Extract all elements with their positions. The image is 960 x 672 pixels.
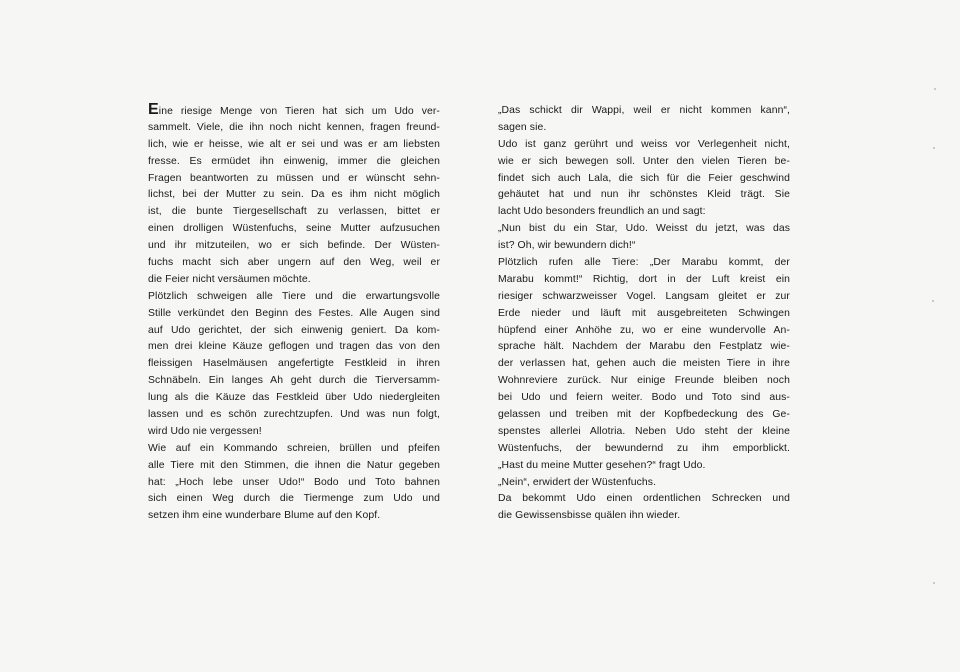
left-text-line: lich, wie er heisse, wie alt er sei und was er am liebsten	[148, 138, 440, 150]
right-text-line: die Gewissensbisse quälen ihn wieder.	[498, 510, 681, 522]
left-text-line: fleissigen Haselmäusen angefertigte Festkleid in ihren	[148, 358, 440, 370]
left-text-line: sich einen Weg durch die Tiermenge zum Udo und	[148, 493, 440, 505]
left-text-line: ist, die bunte Tiergesellschaft zu verlassen, bittet er	[148, 206, 440, 218]
left-text-line: men drei kleine Käuze geflogen und tragen das von den	[148, 341, 440, 353]
right-text-line: lacht Udo besonders freundlich an und sagt:	[498, 206, 706, 218]
left-text-line: lassen und es schön zurechtzupfen. Und was nun folgt,	[148, 409, 440, 421]
right-text-line: riesiger schwarzweisser Vogel. Langsam gleitet er zur	[498, 290, 790, 302]
left-text-line	[148, 103, 440, 120]
right-text-line: findet sich auch Lala, die sich für die Feier geschwind	[498, 172, 790, 184]
paper-speck	[933, 147, 935, 149]
right-text-line: gehäutet hat und nun ihr schönstes Kleid trägt. Sie	[498, 189, 790, 201]
left-text-line: Stille verkündet den Beginn des Festes. Alle Augen sind	[148, 307, 440, 319]
left-text-line: fuchs macht sich aber ungern auf den Weg, weil er	[148, 257, 440, 269]
right-text-line: ist? Oh, wir bewundern dich!“	[498, 240, 636, 252]
right-text-line: wie er sich bewegen soll. Unter den vielen Tieren be-	[498, 155, 790, 167]
right-text-line: Marabu kommt!“ Richtig, dort in der Luft kreist ein	[498, 273, 790, 285]
left-text-line: einen drolligen Wüstenfuchs, seine Mutter aufzusuchen	[148, 223, 440, 235]
left-text-line: lichst, bei der Mutter zu sein. Da es ihm nicht möglich	[148, 189, 440, 201]
right-text-line: Wohnreviere zurück. Nur einige Freunde bleiben noch	[498, 375, 790, 387]
left-text-line: Plötzlich schweigen alle Tiere und die erwartungsvolle	[148, 290, 440, 302]
left-text-line: Wie auf ein Kommando schreien, brüllen und pfeifen	[148, 442, 440, 454]
paper-speck	[934, 88, 936, 90]
paper-speck	[932, 300, 934, 302]
right-text-line: Da bekommt Udo einen ordentlichen Schrecken und	[498, 493, 790, 505]
right-text-line: der verlassen hat, gehen auch die meisten Tiere in ihre	[498, 358, 790, 370]
right-text-line: bei Udo und feiern weiter. Bodo und Toto sind aus-	[498, 392, 790, 404]
left-text-line: die Feier nicht versäumen möchte.	[148, 273, 311, 285]
left-text-line: auf Udo gerichtet, der sich einwenig geniert. Da kom-	[148, 324, 440, 336]
right-text-line: sprache hält. Nachdem der Marabu den Festplatz wie-	[498, 341, 790, 353]
left-text-line: setzen ihm eine wunderbare Blume auf den Kopf.	[148, 510, 381, 522]
left-text-line: fresse. Es ermüdet ihn einwenig, immer die gleichen	[148, 155, 440, 167]
left-text-line: sammelt. Viele, die ihn noch nicht kennen, fragen freund-	[148, 121, 440, 133]
right-text-line: „Nun bist du ein Star, Udo. Weisst du jetzt, was das	[498, 223, 790, 235]
right-text-line: Wüstenfuchs, der bewundernd zu ihm emporblickt.	[498, 442, 790, 454]
right-text-line: hüpfend einer Anhöhe zu, wo er eine wundervolle An-	[498, 324, 790, 336]
right-text-line: „Hast du meine Mutter gesehen?“ fragt Udo.	[498, 459, 706, 471]
right-text-line: „Nein“, erwidert der Wüstenfuchs.	[498, 476, 657, 488]
right-page-column	[498, 103, 790, 525]
left-text-line: Schnäbeln. Ein langes Ah geht durch die Tierversamm-	[148, 375, 440, 387]
right-text-line: Udo ist ganz gerührt und weiss vor Verlegenheit nicht,	[498, 138, 790, 150]
right-text-line: Erde nieder und läuft mit ausgebreiteten Schwingen	[498, 307, 790, 319]
left-text-line: Fragen beantworten zu müssen und er wünscht sehn-	[148, 172, 440, 184]
right-text-line: sagen sie.	[498, 121, 547, 133]
left-text-line: lung als die Käuze das Festkleid über Udo niedergleiten	[148, 392, 440, 404]
left-text-line: wird Udo nie vergessen!	[148, 425, 262, 437]
right-text-line: gelassen und treiben mit der Kopfbedeckung des Ge-	[498, 409, 790, 421]
left-text-line: und ihr mitzuteilen, wo er sich befinde. Der Wüsten-	[148, 240, 440, 252]
line-text: ine riesige Menge von Tieren hat sich um Udo ver-	[158, 106, 440, 117]
left-text-line: hat: „Hoch lebe unser Udo!“ Bodo und Toto bahnen	[148, 476, 440, 488]
paper-speck	[933, 582, 935, 584]
right-text-line: Plötzlich rufen alle Tiere: „Der Marabu kommt, der	[498, 257, 790, 269]
right-text-line: „Das schickt dir Wappi, weil er nicht kommen kann“,	[498, 105, 790, 116]
right-text-line: spenstes allerlei Allotria. Neben Udo steht der kleine	[498, 425, 790, 437]
initial-letter: E	[148, 101, 159, 118]
left-page-column	[148, 103, 440, 525]
left-text-line: alle Tiere mit den Stimmen, die ihnen die Natur gegeben	[148, 459, 440, 471]
